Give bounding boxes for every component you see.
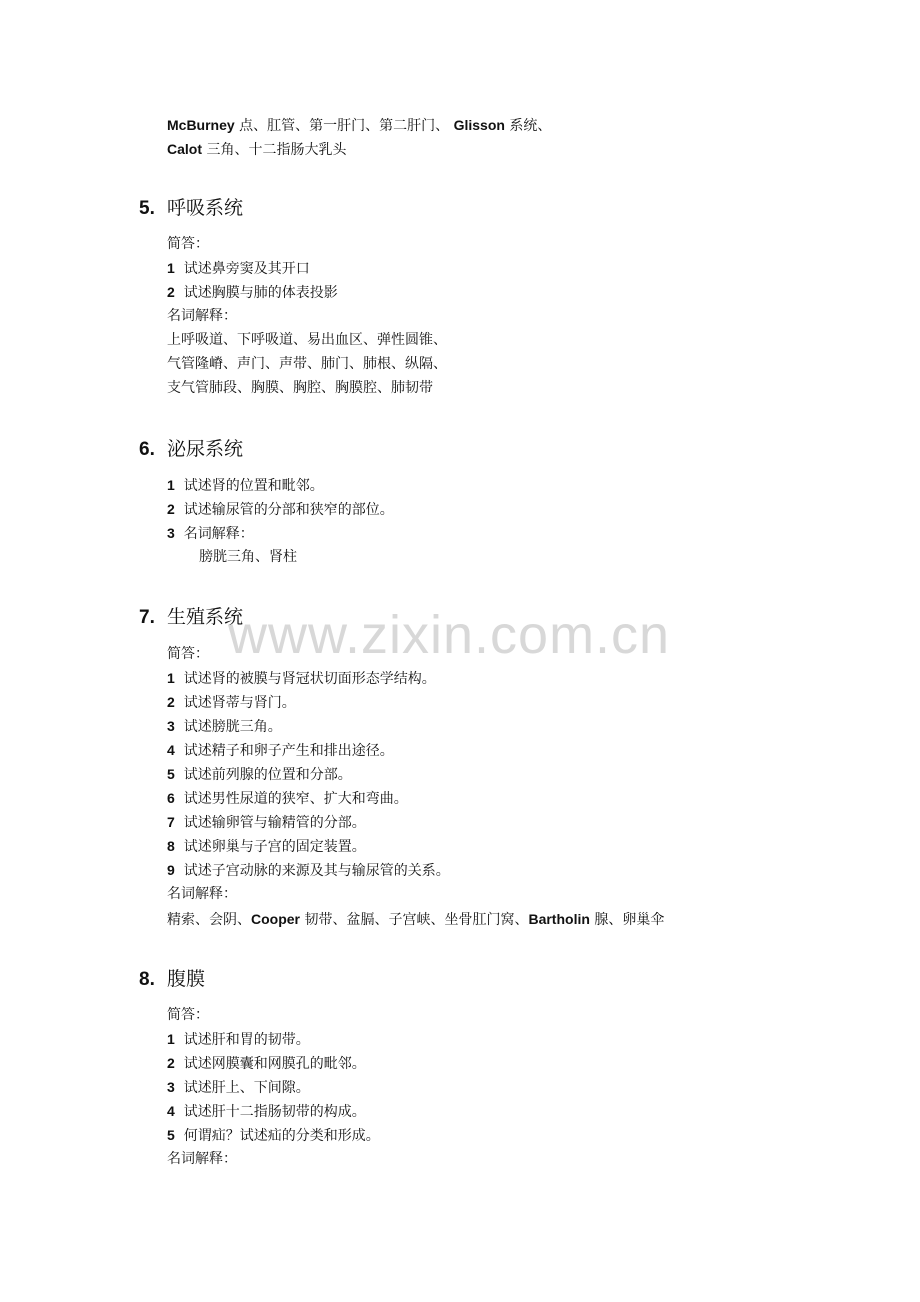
s7-question-5: 5 试述前列腺的位置和分部。 [167,766,352,783]
s5-terms-line-2: 气管隆嵴、声门、声带、肺门、肺根、纵隔、 [167,356,447,372]
s7-terms-line: 精索、会阴、Cooper 韧带、盆膈、子宫峡、坐骨肛门窝、Bartholin 腺、卵巢伞 [167,911,665,928]
intro-line-1: McBurney 点、肛管、第一肝门、第二肝门、 Glisson 系统、 [167,117,552,134]
s6-question-3: 3 名词解释： [167,525,254,542]
term-cooper: Cooper [251,911,300,927]
s6-terms-line: 膀胱三角、肾柱 [199,549,297,565]
s8-question-1: 1 试述肝和胃的韧带。 [167,1031,310,1048]
s8-question-2: 2 试述网膜囊和网膜孔的毗邻。 [167,1055,366,1072]
s7-question-8: 8 试述卵巢与子宫的固定装置。 [167,838,366,855]
s7-short-answer-label: 简答： [167,646,209,662]
s5-question-2: 2 试述胸膜与肺的体表投影 [167,284,338,301]
term-calot: Calot [167,141,202,157]
section-heading-7: 7. 生殖系统 [139,606,244,628]
s5-short-answer-label: 简答： [167,236,209,252]
s7-terms-label: 名词解释： [167,886,237,902]
s7-question-6: 6 试述男性尿道的狭窄、扩大和弯曲。 [167,790,408,807]
section-heading-5: 5. 呼吸系统 [139,197,244,219]
s5-terms-label: 名词解释： [167,308,237,324]
s7-question-1: 1 试述肾的被膜与肾冠状切面形态学结构。 [167,670,436,687]
s8-question-3: 3 试述肝上、下间隙。 [167,1079,310,1096]
section-heading-8: 8. 腹膜 [139,968,206,990]
s6-question-2: 2 试述输尿管的分部和狭窄的部位。 [167,501,394,518]
s7-question-9: 9 试述子宫动脉的来源及其与输尿管的关系。 [167,862,450,879]
term-glisson: Glisson [453,117,505,133]
s8-question-4: 4 试述肝十二指肠韧带的构成。 [167,1103,366,1120]
s8-short-answer-label: 简答： [167,1007,209,1023]
term-mcburney: McBurney [167,117,235,133]
watermark: www.zixin.com.cn [228,605,671,665]
s7-question-7: 7 试述输卵管与输精管的分部。 [167,814,366,831]
s7-question-2: 2 试述肾蒂与肾门。 [167,694,296,711]
s5-terms-line-3: 支气管肺段、胸膜、胸腔、胸膜腔、肺韧带 [167,380,433,396]
s5-question-1: 1 试述鼻旁窦及其开口 [167,260,310,277]
s8-question-5: 5 何谓疝？试述疝的分类和形成。 [167,1127,380,1144]
section-heading-6: 6. 泌尿系统 [139,438,244,460]
s8-terms-label: 名词解释： [167,1151,237,1167]
term-bartholin: Bartholin [528,911,590,927]
s5-terms-line-1: 上呼吸道、下呼吸道、易出血区、弹性圆锥、 [167,332,447,348]
s7-question-3: 3 试述膀胱三角。 [167,718,282,735]
s7-question-4: 4 试述精子和卵子产生和排出途径。 [167,742,394,759]
s6-question-1: 1 试述肾的位置和毗邻。 [167,477,324,494]
intro-line-2: Calot 三角、十二指肠大乳头 [167,141,347,158]
